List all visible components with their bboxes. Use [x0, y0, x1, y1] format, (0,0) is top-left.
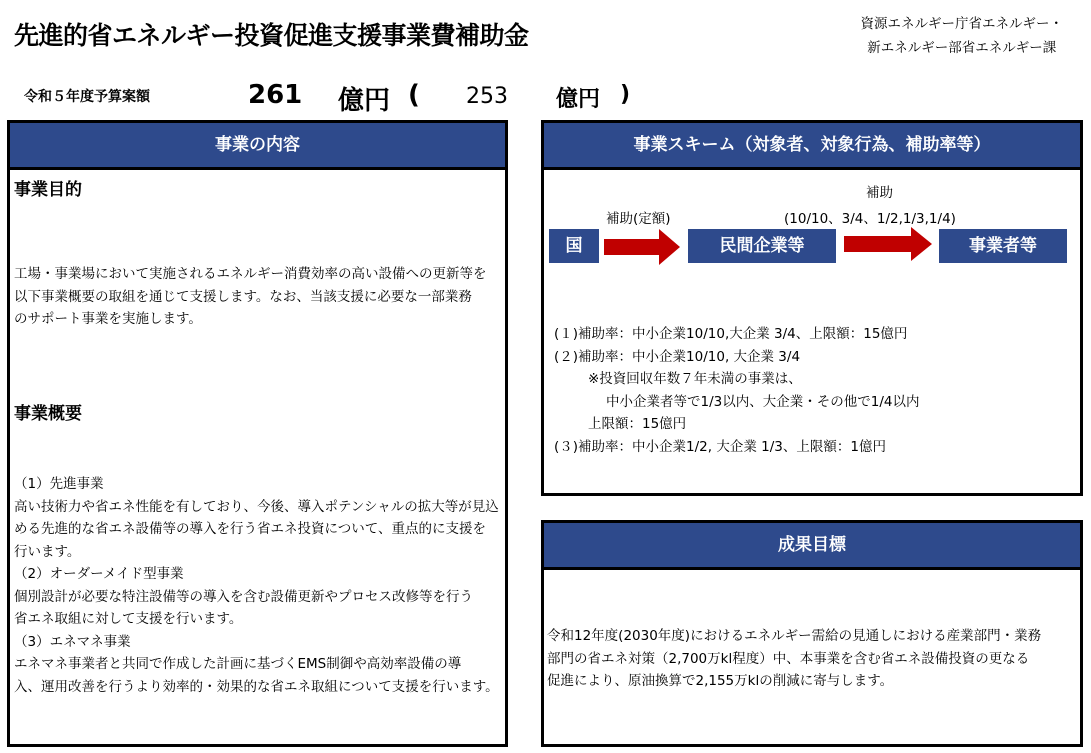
overview-line: 省エネ取組に対して支援を行います。	[14, 611, 243, 627]
purpose-line: 以下事業概要の取組を通じて支援します。なお、当該支援に必要な一部業務	[14, 288, 472, 305]
box-operator: 事業者等	[939, 229, 1067, 263]
content-panel	[7, 120, 508, 747]
arrow2-label-line1: 補助	[866, 185, 893, 201]
rate-line: (２)補助率：中小企業10/10, 大企業 3/4	[554, 348, 801, 365]
rate-note: ※投資回収年数７年未満の事業は、	[588, 371, 802, 387]
budget-prev-amount: 253	[466, 84, 508, 109]
overview-line: 入、運用改善を行うより効率的・効果的な省エネ取組について支援を行います。	[14, 678, 499, 695]
budget-paren-open: (	[408, 80, 420, 110]
arrow-right-icon	[604, 229, 682, 265]
outcome-line: 促進により、原油換算で2,155万klの削減に寄与します。	[547, 673, 894, 689]
overview-line: （3）エネマネ事業	[14, 633, 131, 650]
purpose-line: のサポート事業を実施します。	[14, 311, 202, 327]
overview-line: 高い技術力や省エネ性能を有しており、今後、導入ポテンシャルの拡大等が見込	[14, 498, 499, 515]
agency-line-1: 資源エネルギー庁省エネルギー・	[860, 16, 1063, 32]
purpose-line: 工場・事業場において実施されるエネルギー消費効率の高い設備への更新等を	[14, 266, 487, 282]
scheme-panel	[541, 120, 1083, 496]
outcome-text	[547, 625, 1041, 693]
scheme-panel-header: 事業スキーム（対象者、対象行為、補助率等）	[544, 123, 1080, 170]
content-panel-header: 事業の内容	[10, 123, 505, 170]
overview-heading: 事業概要	[14, 404, 82, 424]
agency-line-2: 新エネルギー部省エネルギー課	[867, 40, 1057, 56]
arrow2-label-line2: (10/10、3/4、1/2,1/3,1/4)	[784, 211, 956, 227]
rate-cap: 上限額：15億円	[588, 416, 687, 432]
outcome-panel	[541, 520, 1083, 747]
page-title: 先進的省エネルギー投資促進支援事業費補助金	[14, 21, 529, 50]
arrow-right-icon	[844, 227, 934, 261]
overview-line: （1）先進事業	[14, 476, 104, 492]
budget-prev-unit: 億円	[556, 87, 601, 112]
budget-label: 令和５年度予算案額	[24, 89, 150, 105]
box-country: 国	[549, 229, 599, 263]
outcome-line: 部門の省エネ対策（2,700万kl程度）中、本事業を含む省エネ設備投資の更なる	[547, 650, 1030, 667]
rate-line: (１)補助率：中小企業10/10,大企業 3/4、上限額：15億円	[554, 326, 908, 342]
budget-amount: 261	[248, 80, 303, 110]
subsidy-rates	[554, 323, 919, 458]
budget-paren-close: )	[620, 82, 631, 107]
overview-line: （2）オーダーメイド型事業	[14, 566, 184, 582]
box-private-company: 民間企業等	[688, 229, 836, 263]
budget-unit: 億円	[338, 86, 391, 116]
purpose-text	[14, 263, 487, 331]
purpose-heading: 事業目的	[14, 180, 82, 200]
outcome-line: 令和12年度(2030年度)におけるエネルギー需給の見通しにおける産業部門・業務	[547, 628, 1042, 644]
arrow1-label: 補助(定額)	[606, 211, 671, 227]
overview-line: 行います。	[14, 543, 81, 560]
overview-line: エネマネ事業者と共同で作成した計画に基づくEMS制御や高効率設備の導	[14, 656, 462, 672]
overview-line: 個別設計が必要な特注設備等の導入を含む設備更新やプロセス改修等を行う	[14, 588, 473, 605]
outcome-panel-header: 成果目標	[544, 523, 1080, 570]
agency-name	[861, 12, 1064, 60]
overview-line: める先進的な省エネ設備等の導入を行う省エネ投資について、重点的に支援を	[14, 521, 486, 537]
overview-text	[14, 473, 499, 698]
rate-note: 中小企業者等で1/3以内、大企業・その他で1/4以内	[606, 393, 920, 410]
rate-line: (３)補助率：中小企業1/2, 大企業 1/3、上限額：1億円	[554, 438, 886, 455]
